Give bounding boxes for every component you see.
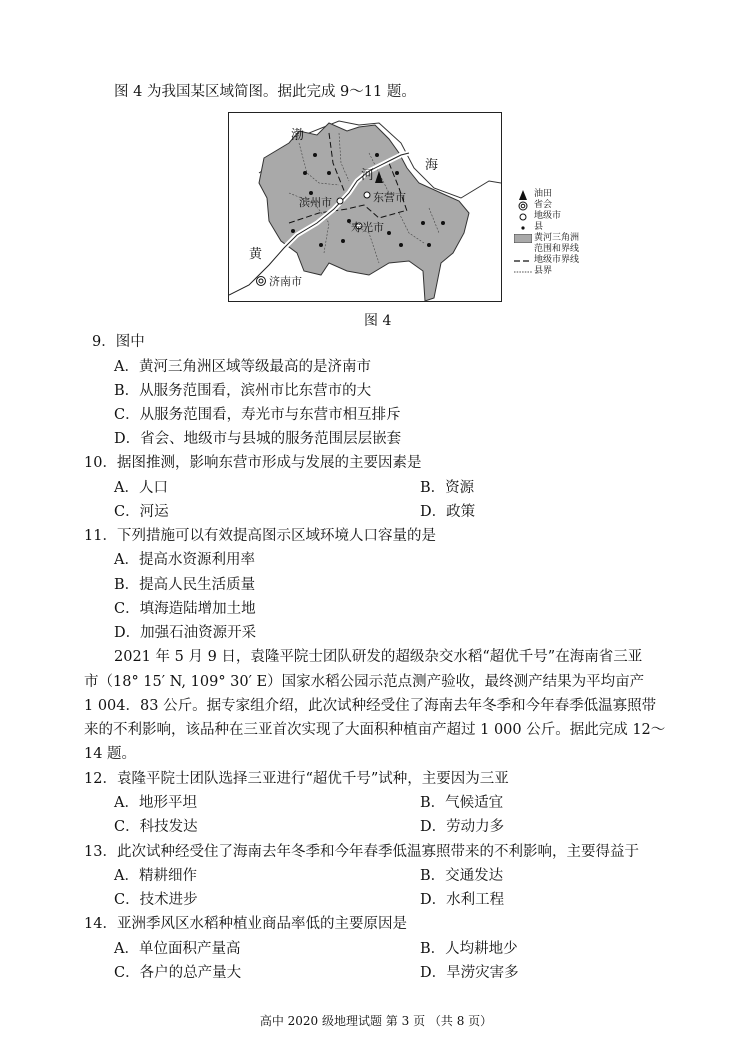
label-dongying: 东营市 bbox=[373, 192, 406, 204]
label-jinan: 济南市 bbox=[269, 276, 302, 288]
label-bohai-1: 渤 bbox=[291, 127, 305, 142]
intro-text: 图 4 为我国某区域简图。据此完成 9～11 题。 bbox=[114, 84, 416, 100]
label-shouguang: 寿光市 bbox=[351, 222, 384, 234]
q12-option-c: C．科技发达 bbox=[114, 819, 198, 835]
q11-option-c: C．填海造陆增加土地 bbox=[114, 601, 256, 617]
delta-area-icon bbox=[514, 234, 532, 243]
q13-option-c: C．技术进步 bbox=[114, 892, 198, 908]
q9-option-a: A．黄河三角洲区域等级最高的是济南市 bbox=[114, 359, 371, 375]
q14-option-d: D．旱涝灾害多 bbox=[420, 965, 519, 981]
q12-option-d: D．劳动力多 bbox=[420, 819, 505, 835]
passage-line-2: 市（18° 15′ N, 109° 30′ E）国家水稻公园示范点测产验收，最终测产结果为平均亩产 bbox=[84, 674, 645, 690]
county-icon bbox=[521, 226, 524, 229]
prefecture-city-icon bbox=[520, 214, 526, 220]
q13-option-d: D．水利工程 bbox=[420, 892, 505, 908]
q13-option-b: B．交通发达 bbox=[420, 868, 504, 884]
legend-prefecture-boundary: 地级市界线 bbox=[534, 255, 580, 265]
q12-option-b: B．气候适宜 bbox=[420, 795, 504, 811]
q14-stem: 14．亚洲季风区水稻种植业商品率低的主要原因是 bbox=[84, 916, 407, 932]
q14-option-c: C．各户的总产量大 bbox=[114, 965, 242, 981]
q9-option-d: D．省会、地级市与县城的服务范围层层嵌套 bbox=[114, 431, 402, 447]
q12-stem: 12．袁隆平院士团队选择三亚进行“超优千号”试种，主要因为三亚 bbox=[84, 771, 509, 787]
oilfield-icon bbox=[519, 190, 527, 200]
legend-county-boundary: 县界 bbox=[534, 266, 553, 276]
q9-option-b: B．从服务范围看，滨州市比东营市的大 bbox=[114, 383, 372, 399]
passage-line-3: 1 004．83 公斤。据专家组介绍，此次试种经受住了海南去年冬季和今年春季低温寡照带 bbox=[84, 698, 657, 714]
legend-county: 县 bbox=[512, 222, 582, 233]
dongying-marker bbox=[364, 192, 370, 198]
binzhou-marker bbox=[337, 198, 343, 204]
q10-stem: 10．据图推测，影响东营市形成与发展的主要因素是 bbox=[84, 455, 422, 471]
label-huang: 黄 bbox=[249, 246, 263, 261]
figure-caption: 图 4 bbox=[364, 313, 392, 329]
passage-line-4: 来的不利影响，该品种在三亚首次实现了大面积种植亩产超过 1 000 公斤。据此完成 12～ bbox=[84, 722, 666, 738]
q10-option-d: D．政策 bbox=[420, 504, 476, 520]
q10-option-b: B．资源 bbox=[420, 480, 475, 496]
q12-option-a: A．地形平坦 bbox=[114, 795, 197, 811]
provincial-capital-icon bbox=[521, 204, 525, 208]
q11-option-d: D．加强石油资源开采 bbox=[114, 625, 257, 641]
q10-option-a: A．人口 bbox=[114, 480, 168, 496]
q14-option-a: A．单位面积产量高 bbox=[114, 941, 241, 957]
legend-delta-area: 黄河三角洲范围和界线 bbox=[512, 233, 582, 255]
region-map bbox=[228, 112, 502, 302]
q9-option-c: C．从服务范围看，寿光市与东营市相互排斥 bbox=[114, 407, 401, 423]
page-footer: 高中 2020 级地理试题 第 3 页 （共 8 页） bbox=[259, 1014, 493, 1028]
legend-prefecture-city: 地级市 bbox=[512, 211, 582, 222]
label-binzhou: 滨州市 bbox=[299, 197, 332, 209]
q11-option-a: A．提高水资源利用率 bbox=[114, 552, 255, 568]
q14-option-b: B．人均耕地少 bbox=[420, 941, 518, 957]
q13-option-a: A．精耕细作 bbox=[114, 868, 197, 884]
legend-oilfield: 油田 bbox=[512, 189, 582, 200]
q10-option-c: C．河运 bbox=[114, 504, 169, 520]
map-legend bbox=[512, 189, 582, 277]
passage-line-5: 14 题。 bbox=[84, 746, 137, 762]
passage-line-1: 2021 年 5 月 9 日，袁隆平院士团队研发的超级杂交水稻“超优千号”在海南省三亚 bbox=[114, 649, 643, 665]
q13-stem: 13．此次试种经受住了海南去年冬季和今年春季低温寡照带来的不利影响，主要得益于 bbox=[84, 844, 639, 860]
label-huanghe-river: 河 bbox=[361, 167, 375, 182]
delta-area bbox=[259, 123, 469, 301]
q11-stem: 11．下列措施可以有效提高图示区域环境人口容量的是 bbox=[84, 528, 436, 544]
map-graphic bbox=[229, 113, 501, 301]
q9-stem: 9．图中 bbox=[92, 334, 145, 350]
q11-option-b: B．提高人民生活质量 bbox=[114, 577, 256, 593]
label-bohai-2: 海 bbox=[425, 157, 439, 172]
legend-provincial-capital: 省会 bbox=[512, 200, 582, 211]
